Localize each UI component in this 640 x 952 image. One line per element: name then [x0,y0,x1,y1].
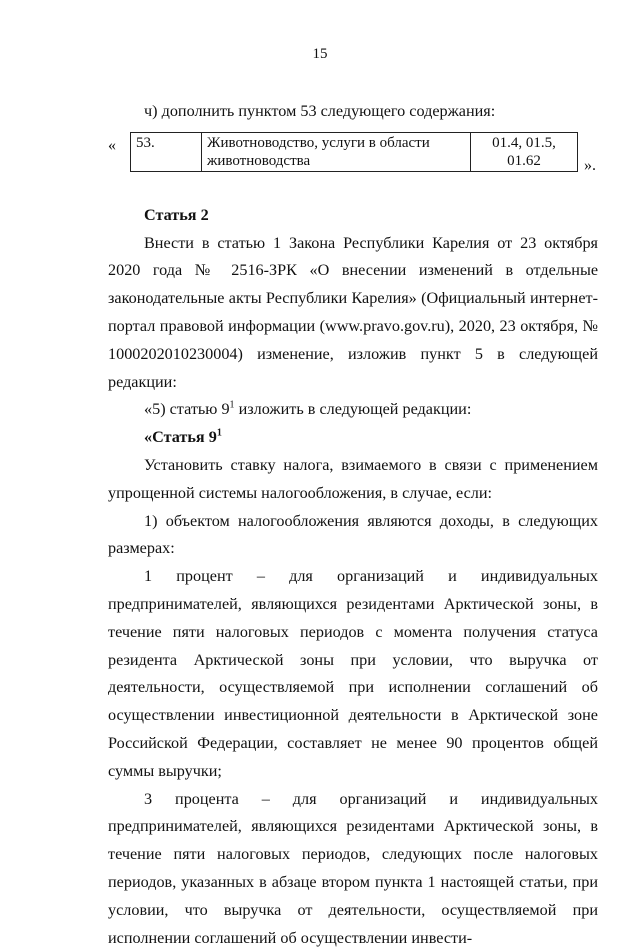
page-number: 15 [312,46,328,62]
paragraph-amendment: Внести в статью 1 Закона Республики Карелия от 23 октября 2020 года № 2516-ЗРК «О внесении изменений в отдельные законодательные акты Республики Карелия» (Официальный интернет-портал правовой информации (www.pravo.gov.ru), 2020, 23 октября, № 1000202010230004) изменение, изложив пункт 5 в следующей редакции: [108,233,598,391]
table-cell-activity: Животноводство, услуги в области животноводства [202,132,471,171]
subtitle-text: «Статья 9 [144,428,217,447]
paragraph-income: 1) объектом налогообложения являются доходы, в следующих размерах: [108,511,598,558]
superscript: 1 [229,399,235,411]
document-body [108,98,598,952]
point-5-text-end: изложить в следующей редакции: [234,400,472,419]
quote-close: ». [584,156,596,174]
paragraph-one-percent: 1 процент – для организаций и индивидуальных предпринимателей, являющихся резидентами Арктической зоны, в течение пяти налоговых периодов с момента получения статуса резидента Арктической зоны при условии, что выручка от деятельности, осуществляемой при исполнении соглашений об осуществлении инвестиционной деятельности в Арктической зоне Российской Федерации, составляет не менее 90 процентов общей суммы выручки; [108,567,598,780]
superscript: 1 [216,427,222,439]
table-cell-codes: 01.4, 01.5, 01.62 [471,132,578,171]
paragraph-point-5 [108,396,598,424]
amendment-table [130,132,578,172]
amendment-table-block [108,132,598,172]
article-subtitle [108,424,598,452]
quote-open: « [108,136,116,154]
paragraph-three-percent: 3 процента – для организаций и индивидуальных предпринимателей, являющихся резидентами Арктической зоны, в течение пяти налоговых периодов, следующих после налоговых периодов, указанных в абзаце втором пункта 1 настоящей статьи, при условии, что выручка от деятельности, осуществляемой при исполнении соглашений об осуществлении инвести- [108,789,598,947]
table-cell-number: 53. [131,132,202,171]
amendment-intro: ч) дополнить пунктом 53 следующего содержания: [144,102,496,120]
table-row [131,132,578,171]
article-title: Статья 2 [144,205,209,224]
paragraph-rate: Установить ставку налога, взимаемого в связи с применением упрощенной системы налогообложения, в случае, если: [108,455,598,502]
point-5-text-start: «5) статью 9 [144,400,230,419]
